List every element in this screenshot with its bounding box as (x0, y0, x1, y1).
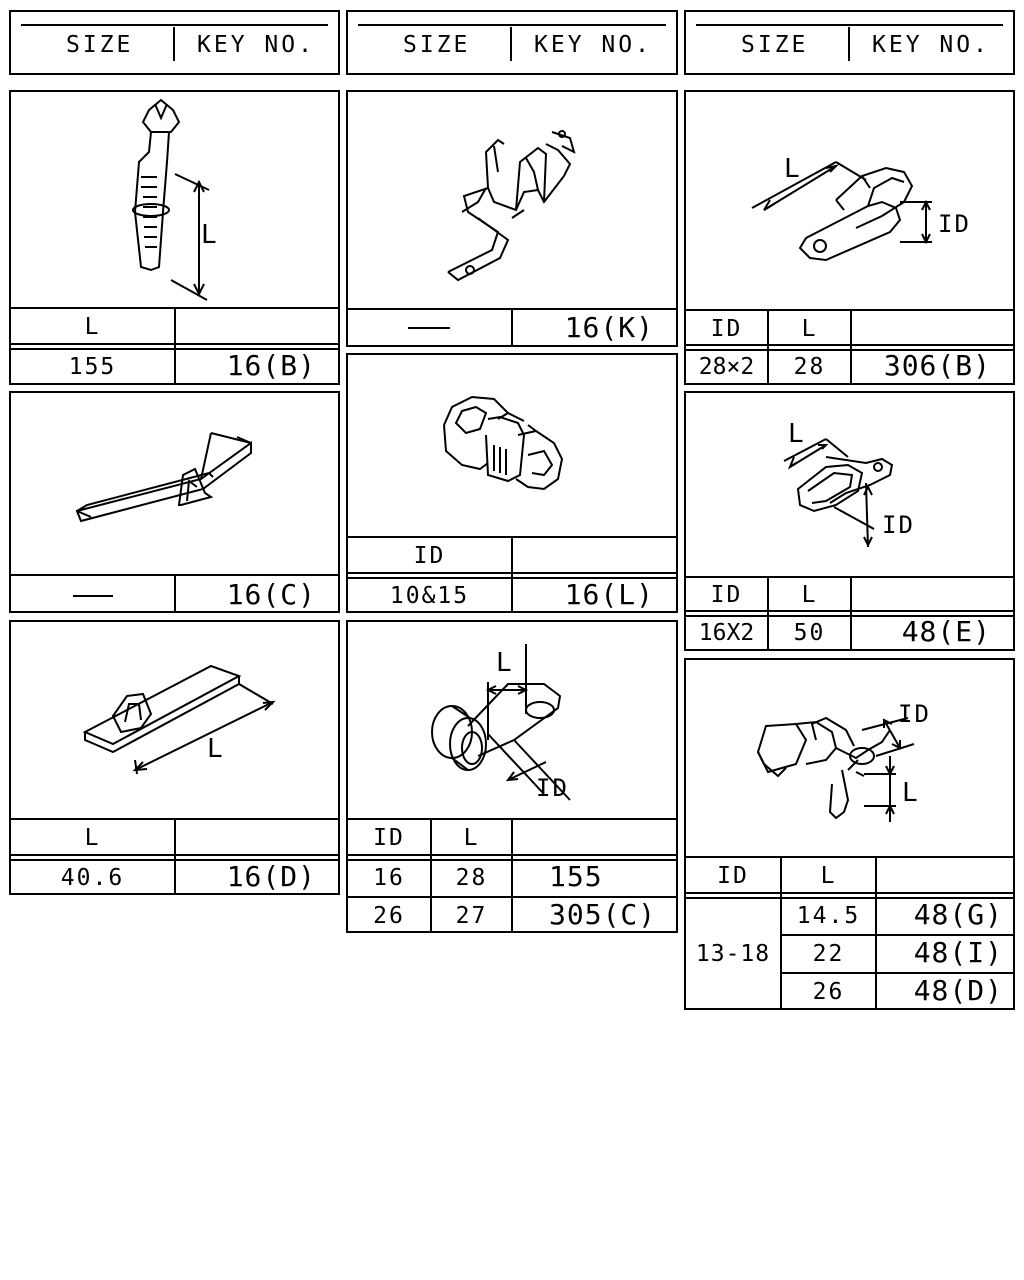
table-header-id: ID (717, 863, 749, 889)
dim-l-label: L (784, 154, 800, 184)
table-cell-id: 28×2 (698, 354, 755, 380)
part-card-48 (684, 658, 1015, 1010)
header-key-label: KEY NO. (197, 32, 315, 58)
p-clamp-drawing (686, 92, 1017, 307)
table-header-l: L (820, 863, 837, 889)
dim-id-label: ID (938, 210, 971, 238)
dim-id-label: ID (882, 511, 915, 539)
table-cell-id: 13-18 (695, 941, 771, 967)
table-header-l: L (84, 314, 101, 340)
header-rule (358, 24, 666, 26)
table-header-l: L (463, 825, 480, 851)
push-rivet-drawing (11, 92, 342, 312)
table-cell-id: 16 (373, 865, 405, 891)
dim-l-label: L (788, 419, 804, 449)
table-cell-id: 10&15 (389, 583, 470, 609)
table-cell-l: 14.5 (796, 903, 861, 929)
table-header-id: ID (710, 582, 743, 608)
header-col1 (9, 10, 340, 75)
header-rule (696, 24, 1003, 26)
table-header-l: L (84, 825, 101, 851)
part-card-48e (684, 391, 1015, 651)
table-cell-l: 28 (455, 865, 488, 891)
header-size-label: SIZE (403, 32, 471, 58)
table-cell-key: 48(G) (913, 898, 1003, 931)
double-saddle-drawing (348, 92, 680, 307)
part-card-16k (346, 90, 678, 347)
table-cell-l: 50 (793, 620, 826, 646)
table-cell-l: 26 (812, 979, 845, 1005)
table-cell-l: 155 (68, 354, 117, 380)
table-cell-key: 305(C) (549, 898, 657, 931)
size-dash (73, 595, 113, 597)
table-cell-l: 22 (812, 941, 845, 967)
table-cell-key: 48(I) (913, 936, 1003, 969)
table-cell-key: 48(E) (901, 615, 991, 648)
part-card-16b (9, 90, 340, 385)
table-cell-l: 27 (455, 903, 488, 929)
loop-clamp-drawing (348, 622, 680, 822)
size-dash (408, 327, 450, 329)
header-rule (21, 24, 328, 26)
header-divider (848, 27, 850, 61)
part-card-306b (684, 90, 1015, 385)
header-divider (510, 27, 512, 61)
table-cell-key: 16(D) (226, 860, 316, 893)
dim-l-label: L (902, 778, 918, 808)
part-card-clamp (346, 620, 678, 933)
table-cell-l: 28 (793, 354, 826, 380)
dual-clip-drawing (348, 355, 680, 535)
table-cell-id: 16X2 (698, 620, 755, 646)
table-header-l: L (801, 582, 818, 608)
table-cell-key: 16(C) (226, 578, 316, 611)
table-cell-key: 16(L) (564, 578, 654, 611)
header-key-label: KEY NO. (534, 32, 652, 58)
dim-l-label: L (207, 734, 223, 764)
table-cell-key: 48(D) (913, 974, 1003, 1007)
table-header-id: ID (413, 543, 446, 569)
part-card-16l (346, 353, 678, 613)
dim-l-label: L (201, 220, 217, 250)
header-col3 (684, 10, 1015, 75)
header-size-label: SIZE (741, 32, 809, 58)
table-cell-key: 155 (549, 860, 603, 893)
table-header-l: L (801, 316, 818, 342)
table-header-id: ID (710, 316, 743, 342)
table-cell-id: 26 (373, 903, 405, 929)
pin-clamp-drawing (686, 660, 1017, 860)
dim-l-label: L (496, 648, 512, 678)
part-card-16d (9, 620, 340, 895)
dim-id-label: ID (536, 774, 569, 802)
header-key-label: KEY NO. (872, 32, 990, 58)
header-divider (173, 27, 175, 61)
header-size-label: SIZE (66, 32, 134, 58)
dim-id-label: ID (898, 700, 931, 728)
part-card-16c (9, 391, 340, 613)
small-p-clamp-drawing (686, 393, 1017, 573)
table-header-id: ID (373, 825, 405, 851)
header-col2 (346, 10, 678, 75)
flat-clip-drawing (11, 393, 342, 573)
table-cell-key: 16(K) (564, 311, 654, 344)
table-cell-key: 306(B) (883, 349, 991, 382)
table-cell-l: 40.6 (60, 865, 125, 891)
table-cell-key: 16(B) (226, 349, 316, 382)
flat-clip-d-drawing (11, 622, 342, 822)
